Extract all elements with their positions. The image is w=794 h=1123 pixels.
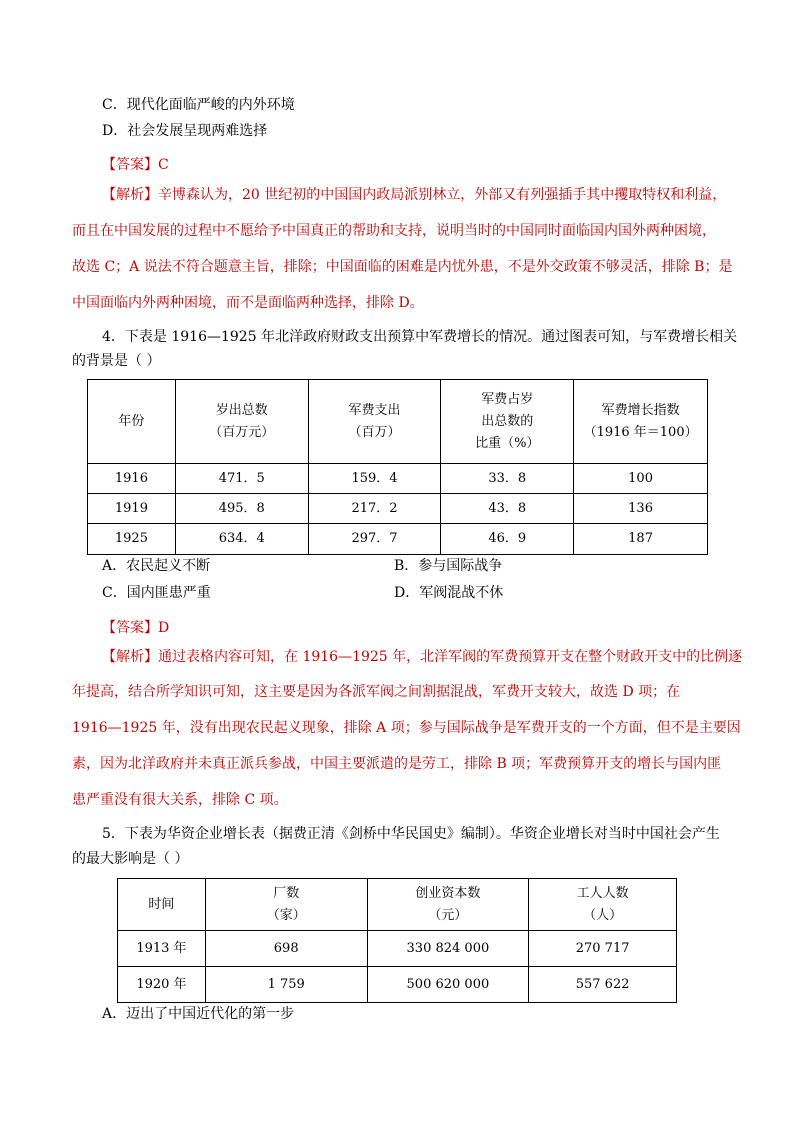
- q3-option-c: C．现代化面临严峻的内外环境: [102, 97, 295, 113]
- table-cell: 270 717: [529, 931, 677, 967]
- table-header-cell: 工人人数 （人）: [529, 879, 677, 931]
- table-cell: 471．5: [175, 464, 308, 494]
- q5-option-a: A．迈出了中国近代化的第一步: [102, 1006, 295, 1022]
- table-header-row: [118, 879, 677, 931]
- q4-option-c: C．国内匪患严重: [102, 585, 211, 601]
- answer-value: C: [158, 157, 169, 173]
- analysis-tag: 【解析】: [102, 649, 158, 665]
- q5-table: [117, 878, 677, 1003]
- q5-stem-line-2: 的最大影响是（ ）: [72, 851, 189, 867]
- table-cell: 330 824 000: [367, 931, 529, 967]
- analysis-text: 辛博森认为，20 世纪初的中国国内政局派别林立，外部又有列强插手其中攫取特权和利益，: [158, 187, 727, 203]
- table-cell: 100: [574, 464, 708, 494]
- q4-answer: [102, 619, 169, 637]
- q3-option-d: D．社会发展呈现两难选择: [102, 123, 268, 139]
- table-cell: 500 620 000: [367, 967, 529, 1003]
- table-header-cell: 军费增长指数 （1916 年＝100）: [574, 380, 708, 464]
- answer-value: D: [158, 620, 170, 636]
- q3-analysis-line-3: 故选 C；A 说法不符合题意主旨，排除；中国面临的困难是内忧外患，不是外交政策不够灵活，排除 B；是: [72, 259, 733, 275]
- table-cell: 297．7: [308, 524, 441, 555]
- table-cell: 1913 年: [118, 931, 206, 967]
- q4-analysis-line-5: 患严重没有很大关系，排除 C 项。: [72, 792, 288, 808]
- table-cell: 698: [205, 931, 367, 967]
- table-cell: 46．9: [441, 524, 574, 555]
- table-cell: 1919: [88, 494, 176, 524]
- table-cell: 495．8: [175, 494, 308, 524]
- table-cell: 159．4: [308, 464, 441, 494]
- table-row: [118, 931, 677, 967]
- table-header-row: [88, 380, 708, 464]
- table-header-cell: 军费占岁 出总数的 比重（%）: [441, 380, 574, 464]
- analysis-text: 通过表格内容可知，在 1916—1925 年，北洋军阀的军费预算开支在整个财政开支中的比例逐: [158, 649, 743, 665]
- table-row: [88, 494, 708, 524]
- table-header-cell: 厂数 （家）: [205, 879, 367, 931]
- table-cell: 1920 年: [118, 967, 206, 1003]
- q5-stem-line-1: 5．下表为华资企业增长表（据费正清《剑桥中华民国史》编制）。华资企业增长对当时中国社会产生: [102, 826, 720, 842]
- table-cell: 33．8: [441, 464, 574, 494]
- table-cell: 1925: [88, 524, 176, 555]
- q3-analysis-line-1: [102, 186, 726, 204]
- q3-analysis-line-2: 而且在中国发展的过程中不愿给予中国真正的帮助和支持，说明当时的中国同时面临国内国外两种困境，: [72, 223, 716, 239]
- table-row: [88, 524, 708, 555]
- q4-option-a: A．农民起义不断: [102, 558, 211, 574]
- table-cell: 43．8: [441, 494, 574, 524]
- table-header-cell: 军费支出 （百万）: [308, 380, 441, 464]
- answer-tag: 【答案】: [102, 157, 158, 173]
- table-cell: 136: [574, 494, 708, 524]
- table-cell: 217．2: [308, 494, 441, 524]
- q3-answer: [102, 156, 169, 174]
- table-cell: 1 759: [205, 967, 367, 1003]
- table-header-cell: 年份: [88, 380, 176, 464]
- q4-stem-line-1: 4．下表是 1916—1925 年北洋政府财政支出预算中军费增长的情况。通过图表可知，与军费增长相关: [102, 329, 738, 345]
- table-row: [118, 967, 677, 1003]
- q4-stem-line-2: 的背景是（ ）: [72, 353, 161, 369]
- table-header-cell: 时间: [118, 879, 206, 931]
- table-row: [88, 464, 708, 494]
- analysis-tag: 【解析】: [102, 187, 158, 203]
- table-cell: 1916: [88, 464, 176, 494]
- q4-analysis-line-2: 年提高，结合所学知识可知，这主要是因为各派军阀之间割据混战，军费开支较大，故选 D 项；在: [72, 684, 681, 700]
- q4-option-b: B．参与国际战争: [394, 558, 503, 574]
- table-header-cell: 创业资本数 （元）: [367, 879, 529, 931]
- q4-table: [87, 379, 708, 555]
- table-cell: 557 622: [529, 967, 677, 1003]
- q4-option-d: D．军阀混战不休: [394, 585, 504, 601]
- q4-analysis-line-3: 1916—1925 年，没有出现农民起义现象，排除 A 项；参与国际战争是军费开支的一个方面，但不是主要因: [72, 720, 741, 736]
- answer-tag: 【答案】: [102, 620, 158, 636]
- q4-analysis-line-1: [102, 648, 742, 666]
- table-cell: 634．4: [175, 524, 308, 555]
- table-cell: 187: [574, 524, 708, 555]
- table-header-cell: 岁出总数 （百万元）: [175, 380, 308, 464]
- q3-analysis-line-4: 中国面临内外两种困境，而不是面临两种选择，排除 D。: [72, 295, 424, 311]
- q4-analysis-line-4: 素，因为北洋政府并未真正派兵参战，中国主要派遣的是劳工，排除 B 项；军费预算开支的增长与国内匪: [72, 756, 722, 772]
